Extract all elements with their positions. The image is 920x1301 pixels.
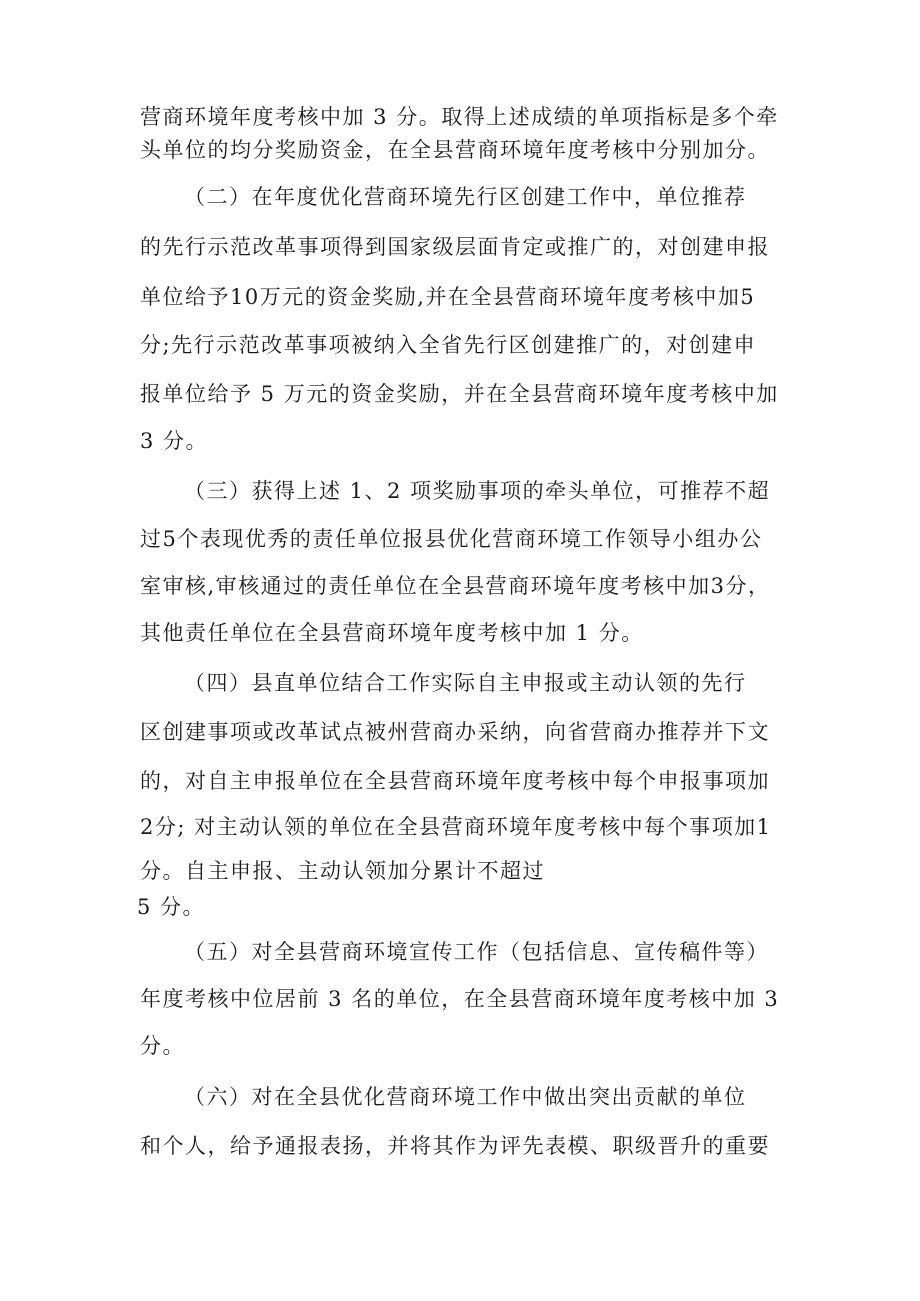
text-line: 年度考核中位居前 3 名的单位，在全县营商环境年度考核中加 3 (140, 987, 780, 1011)
text-line: 的先行示范改革事项得到国家级层面肯定或推广的，对创建申报 (140, 235, 770, 259)
paragraph-heading-6: （六）对在全县优化营商环境工作中做出突出贡献的单位 (184, 1085, 747, 1109)
text-line: 营商环境年度考核中加 3 分。取得上述成绩的单项指标是多个牵 (140, 105, 779, 129)
text-line: 分;先行示范改革事项被纳入全省先行区创建推广的，对创建申 (140, 333, 757, 357)
paragraph-heading-4: （四）县直单位结合工作实际自主申报或主动认领的先行 (184, 671, 747, 695)
text-line: 单位给予10万元的资金奖励,并在全县营商环境年度考核中加5 (140, 285, 756, 309)
text-line: 过5个表现优秀的责任单位报县优化营商环境工作领导小组办公 (140, 527, 763, 551)
paragraph-heading-2: （二）在年度优化营商环境先行区创建工作中，单位推荐 (184, 185, 747, 209)
text-line: 报单位给予 5 万元的资金奖励，并在全县营商环境年度考核中加 (140, 382, 779, 406)
text-line: 分。自主申报、主动认领加分累计不超过 (140, 859, 545, 883)
text-line: 5 分。 (137, 895, 206, 919)
text-line: 室审核,审核通过的责任单位在全县营商环境年度考核中加3分， (140, 574, 771, 598)
text-line: 区创建事项或改革试点被州营商办采纳，向省营商办推荐并下文 (140, 720, 770, 744)
text-line: 头单位的均分奖励资金，在全县营商环境年度考核中分别加分。 (140, 138, 770, 162)
text-line: 的，对自主申报单位在全县营商环境年度考核中每个申报事项加 (140, 769, 770, 793)
paragraph-heading-3: （三）获得上述 1、2 项奖励事项的牵头单位，可推荐不超 (184, 479, 771, 503)
text-line: 分。 (140, 1034, 185, 1058)
text-line: 3 分。 (140, 429, 209, 453)
text-line: 2分; 对主动认领的单位在全县营商环境年度考核中每个事项加1 (140, 815, 772, 839)
text-line: 其他责任单位在全县营商环境年度考核中加 1 分。 (140, 621, 644, 645)
text-line: 和个人，给予通报表扬，并将其作为评先表模、职级晋升的重要 (140, 1134, 770, 1158)
paragraph-heading-5: （五）对全县营商环境宣传工作（包括信息、宣传稿件等） (184, 940, 769, 964)
